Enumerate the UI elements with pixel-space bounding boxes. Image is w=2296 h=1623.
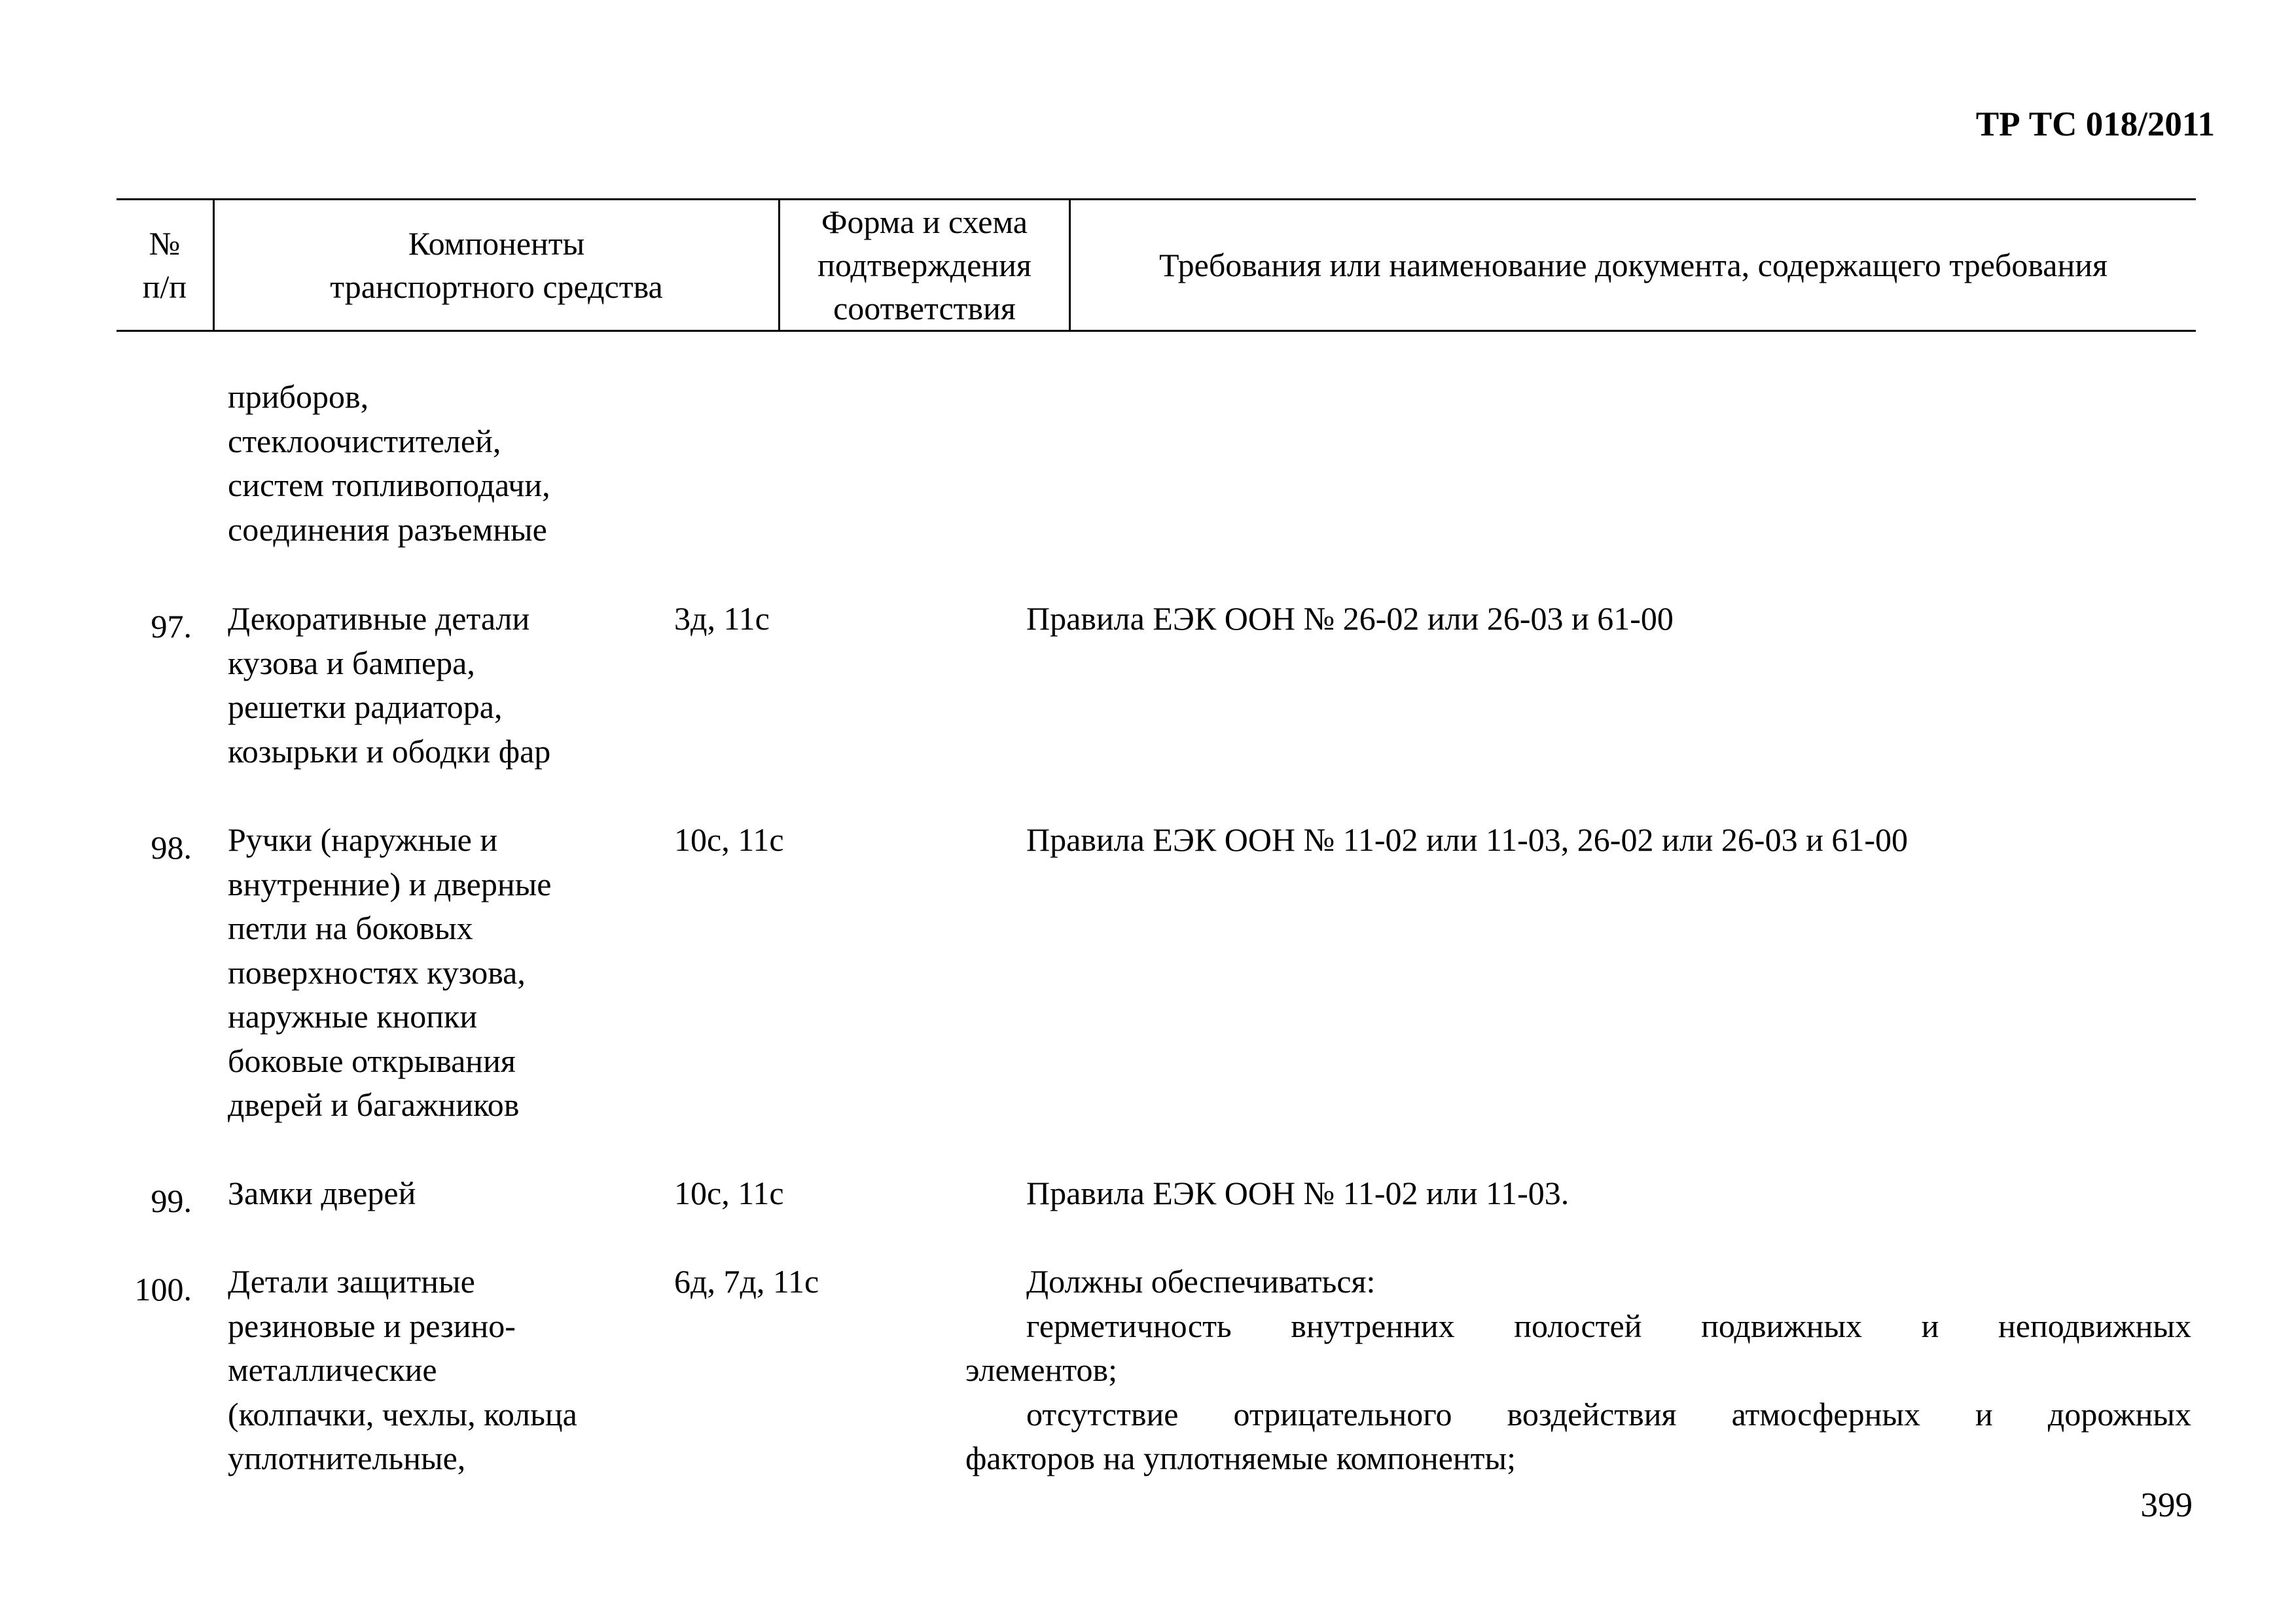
row-form: 6д, 7д, 11с [674, 1263, 819, 1300]
row-components: Детали защитные резиновые и резино- металлические (колпачки, чехлы, кольца уплотнительные, [228, 1263, 577, 1476]
row-requirements: Правила ЕЭК ООН № 11-02 или 11-03. [1026, 1175, 1570, 1211]
row-requirements: Правила ЕЭК ООН № 26-02 или 26-03 и 61-00 [1026, 600, 1674, 637]
page-number: 399 [2140, 1486, 2193, 1524]
row-number: 99. [151, 1183, 192, 1219]
row-form: 3д, 11с [674, 600, 770, 637]
row-number: 98. [151, 829, 192, 866]
table-header [117, 198, 2196, 332]
requirements-item-2-line-2: факторов на уплотняемые компоненты; [965, 1440, 1516, 1476]
row-form: 10с, 11с [674, 821, 784, 858]
requirements-item-1-line-2: элементов; [965, 1351, 1117, 1388]
header-form: Форма и схема подтверждения соответствия [780, 200, 1071, 330]
document-code: ТР ТС 018/2011 [1975, 105, 2215, 143]
row-components: Замки дверей [228, 1175, 416, 1211]
row-requirements: Правила ЕЭК ООН № 11-02 или 11-03, 26-02 или 26-03 и 61-00 [1026, 821, 1908, 858]
row-components: Ручки (наружные и внутренние) и дверные петли на боковых поверхностях кузова, наружные кнопки боковые открывания дверей и багажников [228, 821, 552, 1123]
requirements-intro: Должны обеспечиваться: [1026, 1263, 1376, 1300]
header-num: № п/п [117, 200, 215, 330]
row-number: 97. [151, 608, 192, 645]
header-requirements: Требования или наименование документа, содержащего требования [1159, 247, 2108, 283]
row-components: приборов, стеклоочистителей, систем топливоподачи, соединения разъемные [228, 378, 550, 548]
requirements-item-2-line-1: отсутствие отрицательного воздействия атмосферных и дорожных [1026, 1395, 2191, 1433]
header-components: Компоненты транспортного средства [215, 200, 780, 330]
row-number: 100. [134, 1271, 192, 1308]
row-components: Декоративные детали кузова и бампера, решетки радиатора, козырьки и ободки фар [228, 600, 551, 770]
row-form: 10с, 11с [674, 1175, 784, 1211]
requirements-item-1-line-1: герметичность внутренних полостей подвижных и неподвижных [1026, 1307, 2191, 1344]
row-requirements [965, 1260, 2191, 1481]
